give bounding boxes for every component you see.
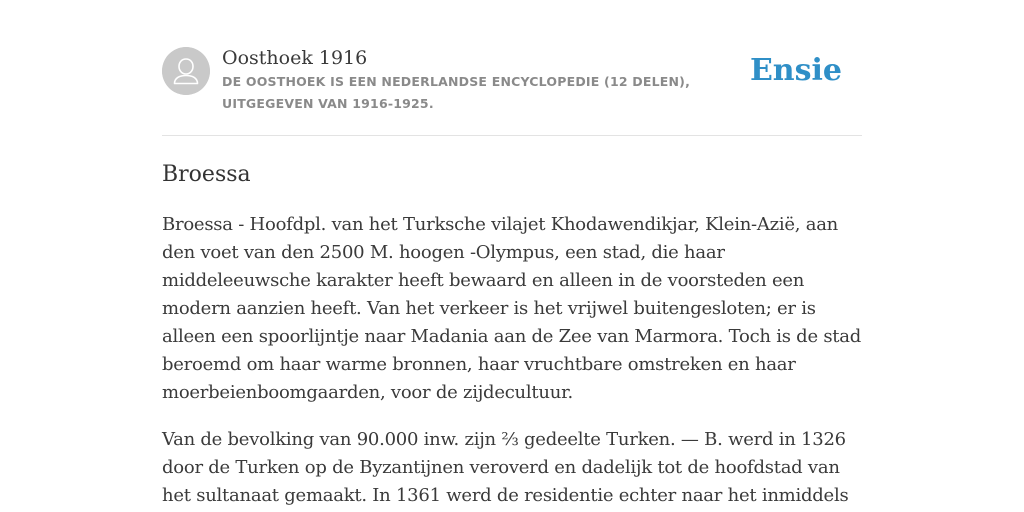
ensie-logo[interactable]: Ensie xyxy=(749,53,842,88)
avatar[interactable] xyxy=(162,47,210,95)
article-paragraph: Van de bevolking van 90.000 inw. zijn ⅔ gedeelte Turken. — B. werd in 1326 door de Turken op de Byzantijnen veroverd en dadelijk tot de hoofdstad van het sultanaat gemaakt. In 1361 werd de residentie echter naar het inmiddels xyxy=(162,429,849,506)
article-title: Broessa xyxy=(162,162,251,187)
source-name[interactable]: Oosthoek 1916 xyxy=(222,47,368,69)
source-header xyxy=(162,46,862,136)
article xyxy=(162,158,862,510)
header-divider xyxy=(162,135,862,136)
article-paragraph: Broessa - Hoofdpl. van het Turksche vilajet Khodawendikjar, Klein-Azië, aan den voet van den 2500 M. hoogen -Olympus, een stad, die haar middeleeuwsche karakter heeft bewaard en alleen in de voorsteden een modern aanzien heeft. Van het verkeer is het vrijwel buitengesloten; er is alleen een spoorlijntje naar Madania aan de Zee van Marmora. Toch is de stad beroemd om haar warme bronnen, haar vruchtbare omstreken en haar moerbeienboomgaarden, voor de zijdecultuur. xyxy=(162,214,862,403)
user-icon xyxy=(162,47,210,95)
source-description: DE OOSTHOEK IS EEN NEDERLANDSE ENCYCLOPEDIE (12 DELEN), UITGEGEVEN VAN 1916-1925. xyxy=(222,74,691,111)
